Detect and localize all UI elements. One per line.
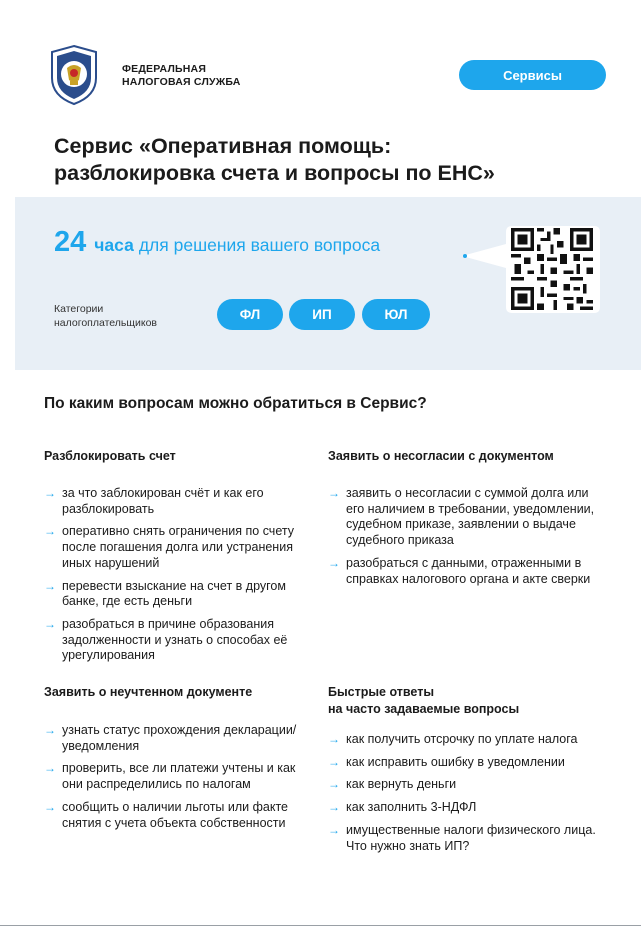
hours-number: 24 [54, 226, 87, 258]
response-time [54, 226, 380, 259]
services-button[interactable]: Сервисы [459, 60, 606, 90]
arrow-right-icon: → [44, 524, 56, 539]
item-list [328, 486, 608, 587]
categories-label [54, 302, 157, 330]
arrow-right-icon: → [328, 486, 340, 500]
list-item [44, 579, 309, 610]
list-item [44, 486, 309, 517]
categories-label-line2: налогоплательщиков [54, 317, 157, 329]
list-item [328, 777, 608, 793]
item-list [44, 486, 309, 664]
arrow-right-icon: → [44, 616, 56, 631]
list-item-text: перевести взыскание на счет в другом банке, где есть деньги [62, 578, 286, 609]
list-item [328, 486, 608, 549]
list-item [328, 800, 608, 816]
org-name [122, 63, 241, 89]
section-title: Заявить о несогласии с документом [328, 449, 554, 463]
list-item [328, 755, 608, 771]
section-title: Заявить о неучтенном документе [44, 685, 253, 699]
section-unaccounted [44, 684, 309, 838]
list-item-text: проверить, все ли платежи учтены и как они распределились по налогам [62, 761, 296, 792]
list-item [44, 761, 309, 792]
list-item [328, 823, 608, 854]
section-unblock [44, 448, 309, 671]
list-item-text: имущественные налоги физического лица. Что нужно знать ИП? [346, 822, 596, 853]
page-title-line2: разблокировка счета и вопросы по ЕНС» [54, 161, 495, 185]
list-item-text: узнать статус прохождения декларации/уведомления [62, 723, 297, 753]
list-item-text: как получить отсрочку по уплате налога [346, 732, 578, 746]
section-title [328, 684, 608, 718]
hours-word: часа [94, 235, 134, 255]
questions-heading: По каким вопросам можно обратиться в Сервис? [44, 395, 427, 412]
arrow-right-icon: → [328, 754, 340, 769]
arrow-right-icon: → [44, 486, 56, 500]
categories-label-line1: Категории [54, 303, 104, 315]
arrow-right-icon: → [328, 800, 340, 815]
list-item-text: разобраться в причине образования задолженности и узнать о способах её урегулирования [62, 616, 288, 663]
section-disagree [328, 448, 608, 594]
section-title-line2: на часто задаваемые вопросы [328, 702, 520, 716]
list-item-text: заявить о несогласии с суммой долга или его наличием в требовании, уведомлении, судебном приказе, заявлении о выдаче судебного приказа [346, 486, 595, 548]
arrow-right-icon: → [44, 723, 56, 737]
page-title-line1: Сервис «Оперативная помощь: [54, 134, 392, 158]
list-item [44, 723, 309, 754]
arrow-right-icon: → [44, 578, 56, 593]
qr-code-icon[interactable] [511, 228, 593, 310]
hours-description: для решения вашего вопроса [138, 235, 381, 255]
item-list [44, 723, 309, 831]
arrow-right-icon: → [44, 799, 56, 814]
list-item [328, 556, 608, 587]
arrow-right-icon: → [328, 732, 340, 746]
arrow-right-icon: → [328, 822, 340, 837]
list-item [44, 800, 309, 831]
list-item [328, 732, 608, 748]
list-item-text: оперативно снять ограничения по счету после погашения долга или устранения иных нарушений [62, 524, 294, 570]
section-faq [328, 684, 608, 861]
list-item-text: как исправить ошибку в уведомлении [346, 754, 565, 769]
page-bottom-divider [0, 925, 641, 926]
list-item [44, 524, 309, 571]
list-item-text: разобраться с данными, отраженными в справках налогового органа и акте сверки [346, 555, 591, 586]
arrow-right-icon: → [44, 761, 56, 776]
item-list [328, 732, 608, 854]
section-title-line1: Быстрые ответы [328, 685, 435, 699]
category-pill-yul[interactable]: ЮЛ [362, 299, 430, 330]
page-title [54, 133, 594, 187]
section-title: Разблокировать счет [44, 449, 176, 463]
fns-emblem-icon [48, 44, 100, 106]
category-pill-fl[interactable]: ФЛ [217, 299, 283, 330]
list-item [44, 617, 309, 664]
arrow-right-icon: → [328, 777, 340, 792]
list-item-text: за что заблокирован счёт и как его разблокировать [62, 486, 264, 516]
list-item-text: сообщить о наличии льготы или факте снятия с учета объекта собственности [62, 799, 289, 830]
org-name-line2: НАЛОГОВАЯ СЛУЖБА [122, 76, 241, 88]
arrow-right-icon: → [328, 555, 340, 570]
list-item-text: как заполнить 3-НДФЛ [346, 800, 477, 815]
category-pill-ip[interactable]: ИП [289, 299, 355, 330]
org-name-line1: ФЕДЕРАЛЬНАЯ [122, 63, 207, 75]
list-item-text: как вернуть деньги [346, 777, 457, 792]
